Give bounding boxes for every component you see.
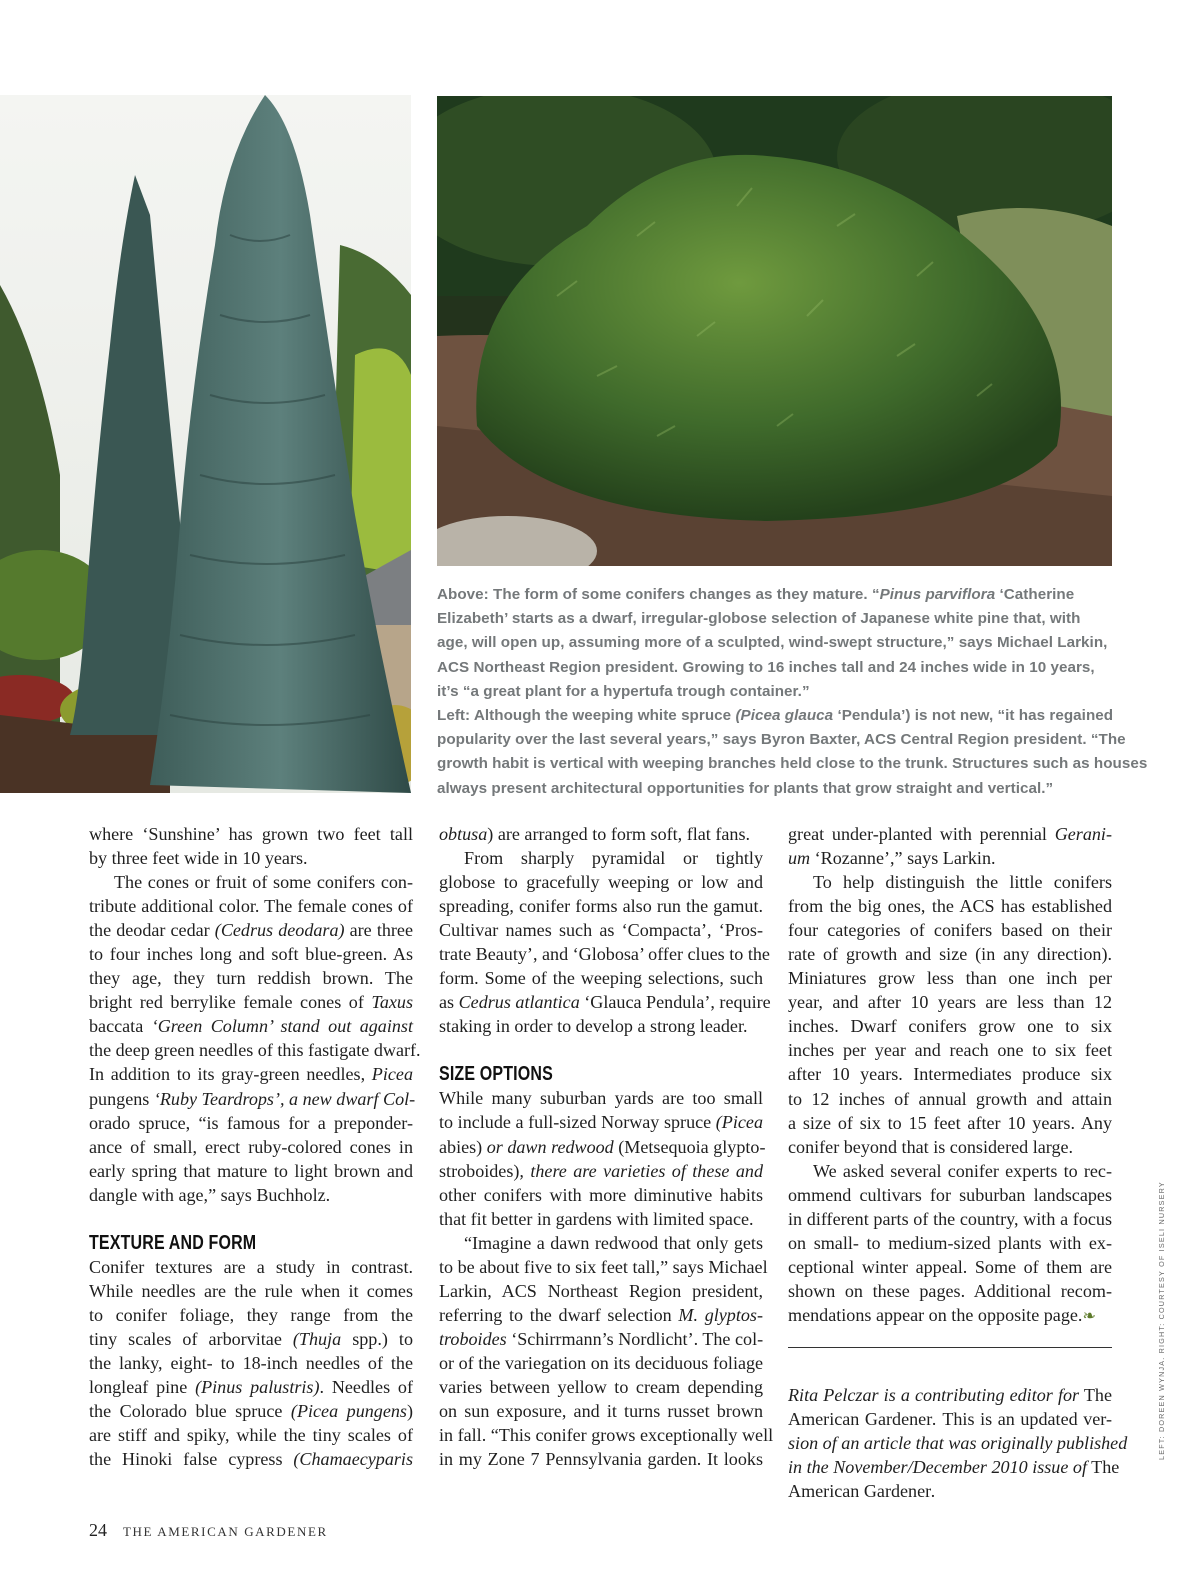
article-column-1 [89,822,421,1471]
text-run: Miniatures grow less than one inch per [788,968,1112,989]
italic-text: in the November/December 2010 issue of [788,1457,1087,1478]
caption-line [437,704,1117,728]
text-run: are three [344,920,413,941]
text-run: to include a full-sized Norway spruce [439,1112,716,1133]
body-line [788,942,1112,966]
body-line [439,966,763,990]
body-line [439,870,763,894]
text-run: inches. Dwarf conifers grow one to six [788,1016,1112,1037]
italic-text: (Picea glauca [735,707,834,725]
body-line [439,1014,763,1038]
body-line [439,1423,774,1447]
body-line [788,894,1112,918]
text-run: To help distinguish the little conifers [813,872,1112,893]
text-run: as [439,992,459,1013]
body-line [89,1303,413,1327]
body-line [89,990,413,1014]
italic-text: Gerani- [1054,824,1112,844]
text-run: a size of six to 15 feet after 10 years. Any [788,1112,1112,1133]
text-run: tiny scales of arborvitae [89,1328,293,1349]
text-run: mendations appear on the opposite page. [788,1304,1083,1325]
caption-line [437,631,1117,655]
text-run: by three feet wide in 10 years. [89,848,308,869]
italic-text: obtusa [439,824,488,844]
text-run: orado spruce, “is famous for a preponder- [89,1112,413,1133]
body-line [439,1086,763,1110]
text-run: ACS Northeast Region president. Growing to 16 inches tall and 24 inches wide in 10 years, [437,658,1095,676]
text-run: ance of small, erect ruby-colored cones in [89,1136,413,1157]
text-run: rate of growth and size (in any direction). [788,944,1112,965]
text-run: tribute additional color. The female cones of [89,896,413,917]
body-line [439,1399,763,1423]
body-line [788,1062,1112,1086]
photo-credit: LEFT: DOREEN WYNJA. RIGHT: COURTESY OF ISELI NURSERY [1157,1181,1166,1460]
text-run: globose to gracefully weeping or low and [439,872,763,893]
body-line [439,894,763,918]
text-run: age, will open up, assuming more of a sculpted, wind-swept structure,” says Michael Larkin, [437,634,1108,652]
text-run: to four inches long and soft blue-green. As [89,944,413,965]
text-run: Cultivar names such as ‘Compacta’, ‘Pros- [439,920,763,941]
italic-text: M. glyptos- [678,1304,763,1325]
text-run: spp.) to [341,1328,413,1349]
body-line [89,1014,413,1038]
text-run: referring to the dwarf selection [439,1304,679,1325]
caption-line [437,656,1117,680]
photo-caption [437,583,1148,801]
text-run: bright red berrylike female cones of [89,992,372,1013]
text-run: they age, they turn reddish brown. The [89,968,413,989]
body-line [439,1255,768,1279]
text-run: dangle with age,” says Buchholz. [89,1184,331,1205]
text-run: varies between yellow to cream depending [439,1376,763,1397]
text-run: We asked several conifer experts to rec- [813,1160,1112,1181]
body-line [89,1135,413,1159]
text-run: The [1086,1457,1120,1478]
text-run: that fit better in gardens with limited space. [439,1208,754,1229]
body-line [439,1327,763,1351]
text-run: in my Zone 7 Pennsylvania garden. It looks [439,1449,763,1470]
text-run: Above: The form of some conifers changes as they mature. “ [437,586,880,603]
text-run: (Metsequoia glypto- [618,1136,766,1157]
body-line [89,1255,413,1279]
bio-rule [788,1347,1112,1348]
text-run: The cones or fruit of some conifers con- [114,872,413,893]
body-line [788,1159,1112,1183]
body-line [89,1183,413,1207]
body-line [89,846,413,870]
text-run: spreading, conifer forms also run the gamut. [439,896,763,917]
text-run: American Gardener [788,1481,932,1502]
body-line [439,1375,763,1399]
caption-line [437,728,1126,752]
text-run: While many suburban yards are too small [439,1088,763,1109]
body-line [788,1087,1112,1111]
body-line [788,1111,1112,1135]
text-run: to 12 inches of annual growth and attain [788,1088,1112,1109]
body-line [788,1431,1128,1455]
body-line [439,1159,763,1183]
italic-text: (Picea [715,1112,763,1133]
italic-text: ‘Ruby Teardrops’, a new dwarf Col- [149,1088,416,1109]
italic-text: um [788,848,811,869]
body-line [439,1231,763,1255]
magazine-name: THE AMERICAN GARDENER [123,1524,328,1539]
body-line [89,1375,413,1399]
end-ornament-icon: ❧ [1082,1307,1096,1325]
text-run: ceptional winter appeal. Some of them are [788,1256,1112,1277]
body-line [788,1207,1112,1231]
section-subhead: TEXTURE AND FORM [89,1231,257,1254]
text-run: early spring that mature to light brown and [89,1160,413,1181]
text-run: popularity over the last several years,” says Byron Baxter, ACS Central Region president. “The [437,731,1126,749]
text-run: from the big ones, the ACS has established [788,896,1112,917]
body-line [788,1479,1112,1503]
text-run: Larkin, ACS Northeast Region president, [439,1280,763,1301]
text-run: “Imagine a dawn redwood that only gets [464,1232,763,1253]
body-line [439,1303,763,1327]
italic-text: (Chamaecyparis [293,1449,413,1470]
dwarf-pine-photo [437,96,1112,566]
body-line [439,1447,763,1471]
text-run: staking in order to develop a strong leader. [439,1016,748,1037]
text-run: to be about five to six feet tall,” says Michael [439,1256,768,1277]
text-run: inches per year and reach one to six feet [788,1040,1112,1061]
body-line [788,1231,1112,1255]
body-line [89,1111,413,1135]
italic-text: , there are varieties of these and [519,1160,763,1181]
text-run: ‘Schirrmann’s Nordlicht’. The col- [506,1328,764,1349]
text-run: ‘Rozanne’,” says Larkin. [810,848,996,869]
italic-text: . [931,1481,936,1502]
text-run: form. Some of the weeping selections, such [439,968,763,989]
page-number: 24 [89,1520,107,1540]
text-run: trate Beauty’, and ‘Globosa’ offer clues to the [439,944,770,965]
italic-text: sion of an article that was originally published [788,1433,1128,1454]
text-run: shown on these pages. Additional recom- [788,1280,1112,1301]
italic-text: Picea [371,1064,413,1085]
body-line [89,1447,413,1471]
body-line [788,1255,1112,1279]
text-run: In addition to its gray-green needles, [89,1064,372,1085]
caption-line [437,777,1117,801]
text-run: the deep green needles of this fastigate dwarf. [89,1040,421,1061]
body-line [89,870,413,894]
text-run: the Colorado blue spruce [89,1401,291,1422]
body-line [439,990,771,1014]
text-run: on sun exposure, and it turns russet brown [439,1401,763,1422]
body-line [788,918,1112,942]
body-line [89,822,413,846]
text-run: in fall. “This conifer grows exceptionally well [439,1425,774,1446]
text-run: in different parts of the country, with a focus [788,1208,1112,1229]
text-run: to conifer foliage, they range from the [89,1304,413,1325]
text-run: ) [406,1401,413,1422]
italic-text: (Picea pungens [290,1401,407,1422]
body-line [439,942,770,966]
text-run: Left: Although the weeping white spruce [437,707,736,725]
body-line [89,1351,413,1375]
body-line [89,1159,413,1183]
caption-line [437,607,1117,631]
italic-text: (Cedrus deodara) [214,920,345,941]
text-run: longleaf pine [89,1376,196,1397]
body-line [788,1038,1112,1062]
page-footer [89,1520,328,1541]
body-line [788,1183,1112,1207]
text-run: great under-planted with perennial [788,824,1055,844]
body-line [439,846,763,870]
body-line [89,942,413,966]
text-run: year, and after 10 years are less than 12 [788,992,1112,1013]
text-run: where ‘Sunshine’ has grown two feet tall [89,824,413,844]
body-line [788,1014,1112,1038]
body-line [89,1038,421,1062]
text-run: or of the variegation on its deciduous foliage [439,1352,764,1373]
text-run: ommend cultivars for suburban landscapes [788,1184,1112,1205]
text-run: American Gardener [788,1409,933,1430]
caption-line [437,752,1148,776]
text-run: growth habit is vertical with weeping branches held close to the trunk. Structures such as houses [437,755,1148,773]
body-line [439,1183,763,1207]
italic-text: Rita Pelczar is a contributing editor for [788,1384,1080,1405]
text-run: the deodar cedar [89,920,215,941]
body-line [439,1135,766,1159]
article-column-2 [439,822,774,1471]
italic-text: . [932,1409,943,1430]
body-line [89,918,413,942]
text-run: the Hinoki false cypress [89,1449,294,1470]
body-line [788,1303,1112,1329]
text-run: stroboides) [439,1160,520,1181]
text-run: after 10 years. Intermediates produce six [788,1064,1112,1085]
text-run: baccata [89,1016,144,1037]
text-run: The [1079,1384,1113,1405]
body-line [89,1279,413,1303]
text-run: conifer beyond that is considered large. [788,1136,1074,1157]
text-run: it’s “a great plant for a hypertufa trough container.” [437,682,810,700]
body-line [788,846,1112,870]
text-run: the lanky, eight- to 18-inch needles of the [89,1352,413,1373]
body-line [788,1279,1112,1303]
weeping-spruce-illustration [0,95,411,793]
text-run: other conifers with more diminutive habits [439,1184,763,1205]
bio-separator [788,1347,1112,1383]
italic-text: (Thuja [292,1328,342,1349]
text-run: are stiff and spiky, while the tiny scales of [89,1425,413,1446]
body-line [788,822,1112,846]
text-run: Conifer textures are a study in contrast. [89,1256,413,1277]
text-run: ) are arranged to form soft, flat fans. [487,824,751,844]
text-run: . Needles of [319,1376,413,1397]
italic-text: Cedrus atlantica [458,992,580,1013]
body-line [89,1399,413,1423]
italic-text: or dawn redwood [482,1136,619,1157]
italic-text: ‘Green Column’ stand out against [143,1016,413,1037]
body-line [788,990,1112,1014]
body-line [439,1207,763,1231]
text-run: ‘Pendula’) is not new, “it has regained [833,707,1114,725]
body-line [89,894,413,918]
body-line [439,1351,763,1375]
weeping-spruce-photo [0,95,411,793]
body-line [89,1327,413,1351]
italic-text: Pinus parviflora [879,586,996,603]
caption-line [437,583,1117,607]
body-line [89,966,413,990]
text-run: abies) [439,1136,483,1157]
body-line [439,822,763,846]
body-line [788,1135,1112,1159]
text-run: always present architectural opportunities for plants that grow straight and vertical.” [437,779,1054,797]
body-line [439,1110,763,1134]
italic-text: (Pinus palustris) [195,1376,320,1397]
body-line [788,1455,1120,1479]
body-line [439,1279,763,1303]
text-run: ‘Catherine [995,586,1075,603]
text-run: on small- to medium-sized plants with ex- [788,1232,1112,1253]
body-line [788,1383,1112,1407]
text-run: four categories of conifers based on their [788,920,1112,941]
italic-text: troboides [439,1328,507,1349]
text-run: pungens [89,1088,150,1109]
caption-line [437,680,1117,704]
text-run: Elizabeth’ starts as a dwarf, irregular-globose selection of Japanese white pine that, with [437,610,1081,628]
dwarf-pine-illustration [437,96,1112,566]
text-run: This is an updated ver- [942,1409,1112,1430]
body-line [439,918,763,942]
text-run: From sharply pyramidal or tightly [464,848,763,869]
article-column-3 [788,822,1128,1503]
body-line [788,1407,1112,1431]
body-line [788,966,1112,990]
body-line [788,870,1112,894]
text-run: While needles are the rule when it comes [89,1280,413,1301]
text-run: ‘Glauca Pendula’, require [579,992,771,1013]
body-line [89,1062,413,1086]
body-line [89,1087,416,1111]
section-subhead: SIZE OPTIONS [439,1063,553,1086]
italic-text: Taxus [371,992,413,1013]
body-line [89,1423,413,1447]
